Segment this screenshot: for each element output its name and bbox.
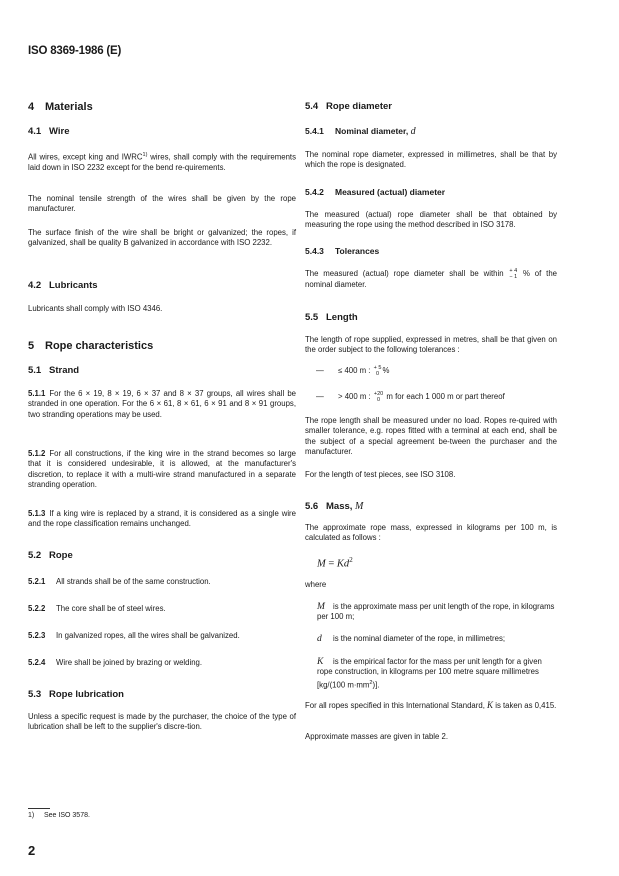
length-paragraph-3: For the length of test pieces, see ISO 3108. xyxy=(305,470,456,479)
definition-d: d is the nominal diameter of the rope, in millimetres; xyxy=(317,634,506,644)
tolerances-paragraph: The measured (actual) rope diameter shall be within + 4 − 1 % of the nominal diameter. xyxy=(305,268,557,289)
footnote: 1) See ISO 3578. xyxy=(28,812,90,819)
clause-5-1-3: 5.1.3 If a king wire is replaced by a strand, it is considered as a single wire and the rope classification remains unchanged. xyxy=(28,509,296,529)
mass-formula: M = Kd$^2$ xyxy=(317,556,353,570)
measured-diameter-paragraph: The measured (actual) rope diameter shall be that obtained by measuring the rope using the method described in ISO 3178. xyxy=(305,210,557,230)
clause-5-2-2: 5.2.2 The core shall be of steel wires. xyxy=(28,604,166,613)
heading-wire: 4.1 Wire xyxy=(28,126,70,137)
where-label: where xyxy=(305,580,327,589)
nominal-diameter-paragraph: The nominal rope diameter, expressed in millimetres, shall be that by which the rope is designated. xyxy=(305,150,557,170)
heading-measured-diameter: 5.4.2 Measured (actual) diameter xyxy=(305,187,446,197)
clause-5-1-2: 5.1.2 For all constructions, if the king wire in the strand becomes so large that it is considered undesirable, it is allowed, at the manufacturer's discretion, to replace it with a multi-wire strand manufactured in a separate stranding operation. xyxy=(28,449,296,490)
length-paragraph-2: The rope length shall be measured under no load. Ropes re-quired with smaller tolerance, e.g. ropes fitted with a terminal at each end, shall be the subject of a special agreement be-tween the purchaser and the manufacturer. xyxy=(305,416,557,457)
heading-mass: 5.6 Mass, M xyxy=(305,501,364,512)
heading-rope-diameter: 5.4 Rope diameter xyxy=(305,101,392,112)
heading-tolerances: 5.4.3 Tolerances xyxy=(305,246,380,256)
rope-lubrication-paragraph: Unless a specific request is made by the purchaser, the choice of the type of lubrication shall be left to the supplier's discre-tion. xyxy=(28,712,296,732)
clause-5-2-4: 5.2.4 Wire shall be joined by brazing or welding. xyxy=(28,658,203,667)
heading-materials: 4 Materials xyxy=(28,101,93,113)
heading-nominal-diameter: 5.4.1 Nominal diameter, d xyxy=(305,126,416,137)
wire-paragraph-2: The nominal tensile strength of the wires shall be given by the rope manufacturer. xyxy=(28,194,296,214)
page-number: 2 xyxy=(28,843,36,858)
heading-length: 5.5 Length xyxy=(305,312,358,323)
length-tolerance-short: — ≤ 400 m : + 5 0 % xyxy=(316,365,390,377)
clause-5-2-1: 5.2.1 All strands shall be of the same construction. xyxy=(28,577,211,586)
mass-paragraph-1: The approximate rope mass, expressed in kilograms per 100 m, is calculated as follows : xyxy=(305,523,557,543)
mass-paragraph-3: Approximate masses are given in table 2. xyxy=(305,732,449,741)
document-header: ISO 8369-1986 (E) xyxy=(28,45,122,57)
length-tolerance-long: — > 400 m : +20 0 m for each 1 000 m or part thereof xyxy=(316,391,505,403)
heading-rope: 5.2 Rope xyxy=(28,550,73,561)
heading-rope-lubrication: 5.3 Rope lubrication xyxy=(28,689,124,700)
heading-lubricants: 4.2 Lubricants xyxy=(28,280,98,291)
definition-m: M is the approximate mass per unit length of the rope, in kilograms per 100 m; xyxy=(317,602,555,622)
mass-paragraph-2: For all ropes specified in this International Standard, K is taken as 0,415. xyxy=(305,700,557,710)
clause-5-1-1: 5.1.1 For the 6 × 19, 8 × 19, 6 × 37 and 8 × 37 groups, all wires shall be stranded in one operation. For the 6 × 61, 8 × 61, 6 × 91 and 8 × 91 groups, two stranding operations may be used. xyxy=(28,389,296,419)
length-paragraph-1: The length of rope supplied, expressed in metres, shall be that given on the order subject to the following tolerances : xyxy=(305,335,557,355)
diameter-tolerance: + 4 − 1 xyxy=(509,268,518,280)
clause-5-2-3: 5.2.3 In galvanized ropes, all the wires shall be galvanized. xyxy=(28,631,240,640)
footnote-rule xyxy=(28,808,50,809)
definition-k: K is the empirical factor for the mass per unit length for a given rope construction, in kilograms per 100 metre square millimetres [kg/(100 $m\cdot mm^2$)]. xyxy=(317,657,542,690)
heading-strand: 5.1 Strand xyxy=(28,365,80,376)
lubricants-paragraph: Lubricants shall comply with ISO 4346. xyxy=(28,304,163,313)
wire-paragraph-1: All wires, except king and IWRC$^{1)}$ wires, shall comply with the requirements laid down in ISO 2232 except for the bend re-quirements. xyxy=(28,152,296,172)
wire-paragraph-3: The surface finish of the wire shall be bright or galvanized; the ropes, if galvanized, shall be quality B galvanized in accordance with ISO 2232. xyxy=(28,228,296,248)
heading-rope-characteristics: 5 Rope characteristics xyxy=(28,340,154,352)
